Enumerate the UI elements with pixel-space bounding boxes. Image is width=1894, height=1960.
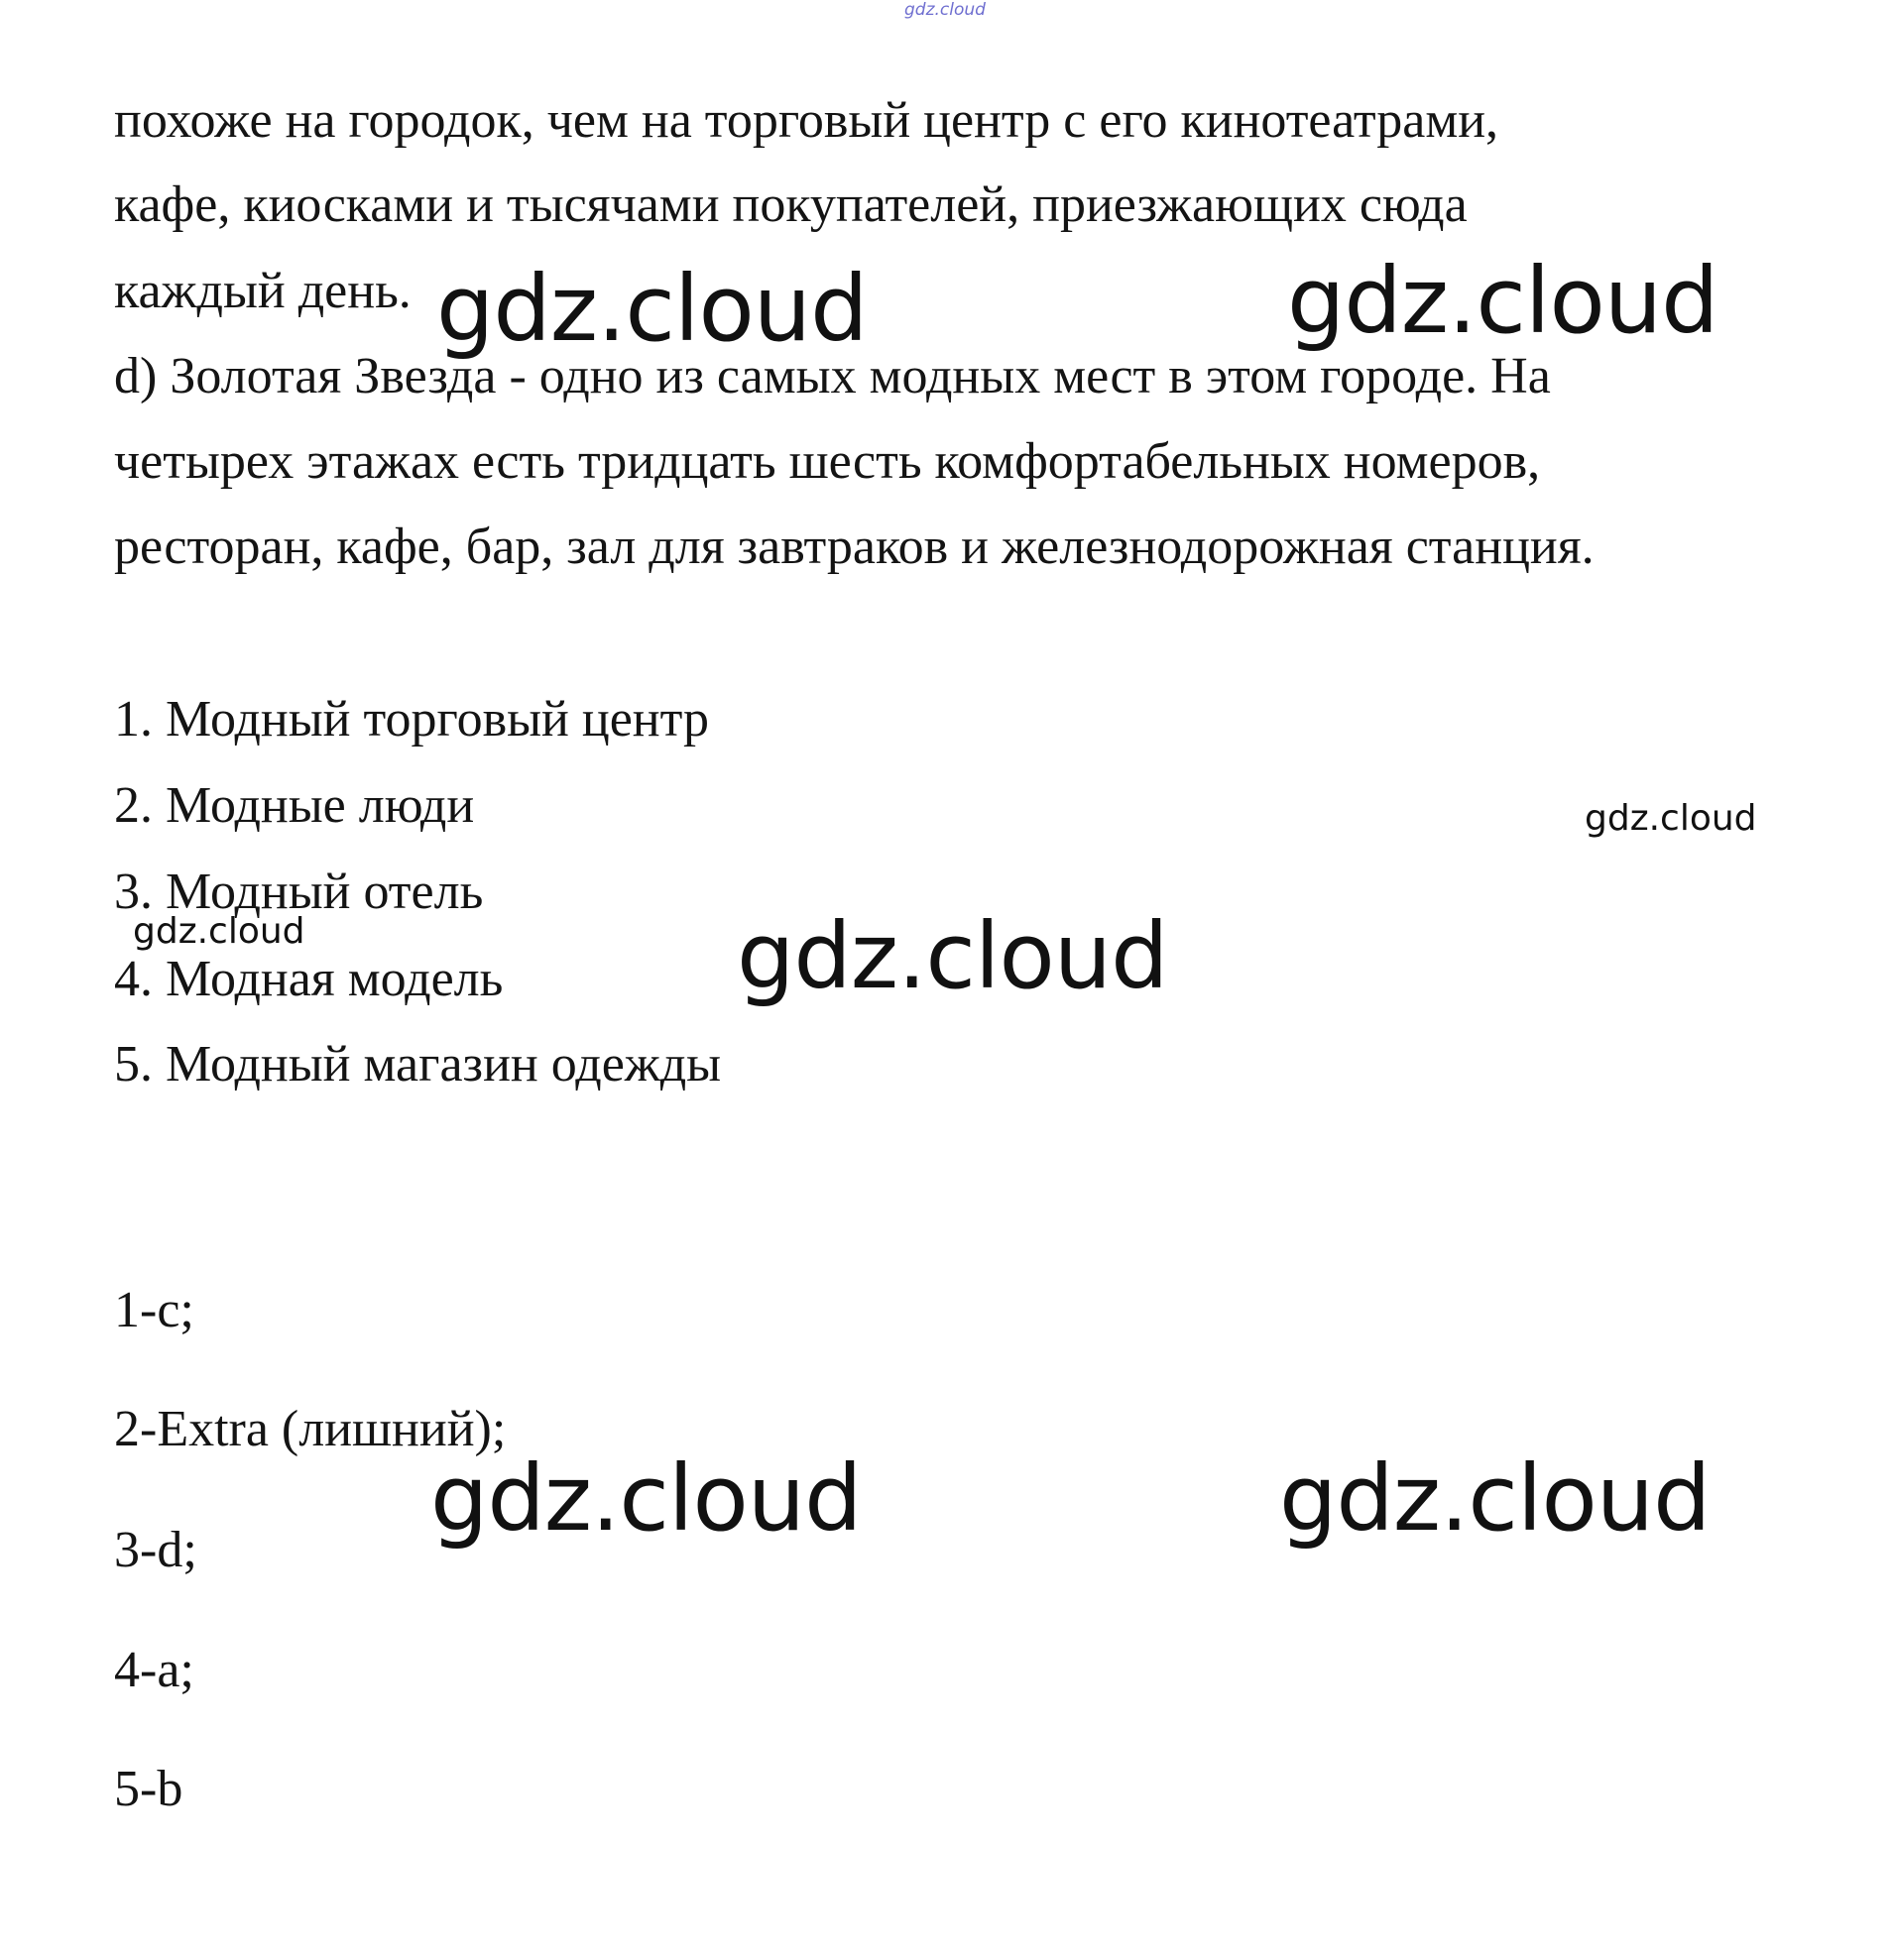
paragraph-d-line: ресторан, кафе, бар, зал для завтраков и железнодорожная станция. (114, 519, 1595, 575)
heading-item: 1. Модный торговый центр (114, 691, 709, 748)
answer-item: 4-a; (114, 1642, 194, 1698)
heading-item: 5. Модный магазин одежды (114, 1036, 722, 1093)
watermark: gdz.cloud (436, 256, 868, 362)
answer-item: 5-b (114, 1761, 183, 1817)
paragraph-d-line: четырех этажах есть тридцать шесть комфортабельных номеров, (114, 433, 1541, 490)
watermark: gdz.cloud (1287, 248, 1718, 354)
watermark-top: gdz.cloud (904, 0, 986, 20)
paragraph-line: кафе, киосками и тысячами покупателей, приезжающих сюда (114, 176, 1468, 233)
heading-item: 2. Модные люди (114, 777, 475, 834)
watermark-small: gdz.cloud (1585, 798, 1757, 839)
watermark: gdz.cloud (737, 903, 1168, 1009)
answer-item: 3-d; (114, 1522, 197, 1578)
heading-item: 3. Модный отель (114, 864, 484, 920)
watermark: gdz.cloud (430, 1445, 862, 1552)
paragraph-d-line: d) Золотая Звезда - одно из самых модных мест в этом городе. На (114, 348, 1551, 404)
paragraph-line: каждый день. (114, 263, 412, 319)
watermark-small: gdz.cloud (133, 911, 305, 952)
watermark: gdz.cloud (1279, 1445, 1711, 1552)
answer-item: 2-Extra (лишний); (114, 1401, 507, 1457)
heading-item: 4. Модная модель (114, 951, 504, 1007)
answer-item: 1-c; (114, 1282, 194, 1338)
paragraph-line: похоже на городок, чем на торговый центр с его кинотеатрами, (114, 92, 1499, 149)
